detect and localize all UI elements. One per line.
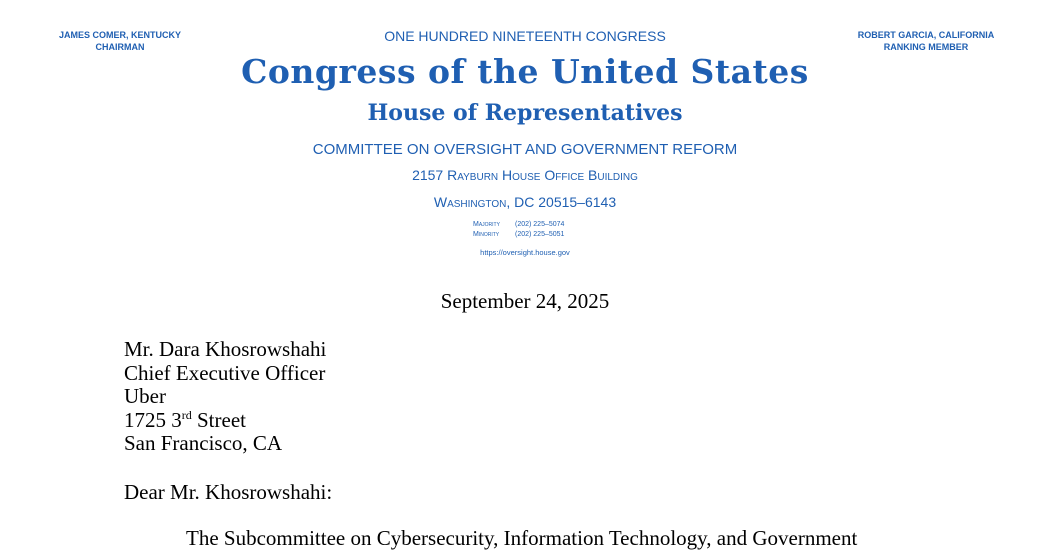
recipient-title: Chief Executive Officer [124, 360, 326, 385]
committee-city: Washington, DC 20515–6143 [433, 194, 617, 210]
minority-label: Minority [473, 231, 500, 238]
street-suffix: rd [181, 407, 192, 422]
body-paragraph-first-line: The Subcommittee on Cybersecurity, Information Technology, and Government [186, 526, 858, 550]
minority-phone: (202) 225–5051 [515, 231, 565, 238]
committee-website: https://oversight.house.gov [480, 248, 570, 257]
congress-title: Congress of the United States [241, 52, 809, 91]
recipient-city: San Francisco, CA [124, 431, 283, 455]
minority-phone-line [473, 230, 564, 240]
recipient-name: Mr. Dara Khosrowshahi [124, 337, 327, 361]
house-title: House of Representatives [367, 100, 683, 126]
congress-number: ONE HUNDRED NINETEENTH CONGRESS [384, 28, 666, 44]
chairman-title: CHAIRMAN [95, 42, 145, 52]
recipient-address [124, 338, 326, 456]
majority-phone: (202) 225–5074 [515, 221, 565, 228]
recipient-company: Uber [124, 384, 166, 408]
recipient-street [124, 409, 326, 433]
chairman-name: JAMES COMER, KENTUCKY [58, 30, 181, 40]
committee-name: COMMITTEE ON OVERSIGHT AND GOVERNMENT REFORM [312, 141, 738, 158]
majority-phone-line [473, 220, 564, 230]
salutation: Dear Mr. Khosrowshahi: [124, 480, 333, 504]
phone-numbers [473, 220, 564, 240]
street-name: Street [191, 407, 246, 432]
ranking-member-title: RANKING MEMBER [883, 42, 969, 52]
majority-label: Majority [473, 221, 500, 228]
ranking-member-name: ROBERT GARCIA, CALIFORNIA [857, 30, 995, 40]
letter-date: September 24, 2025 [440, 289, 610, 313]
committee-address: 2157 Rayburn House Office Building [412, 167, 638, 183]
street-number: 1725 3 [124, 407, 182, 432]
